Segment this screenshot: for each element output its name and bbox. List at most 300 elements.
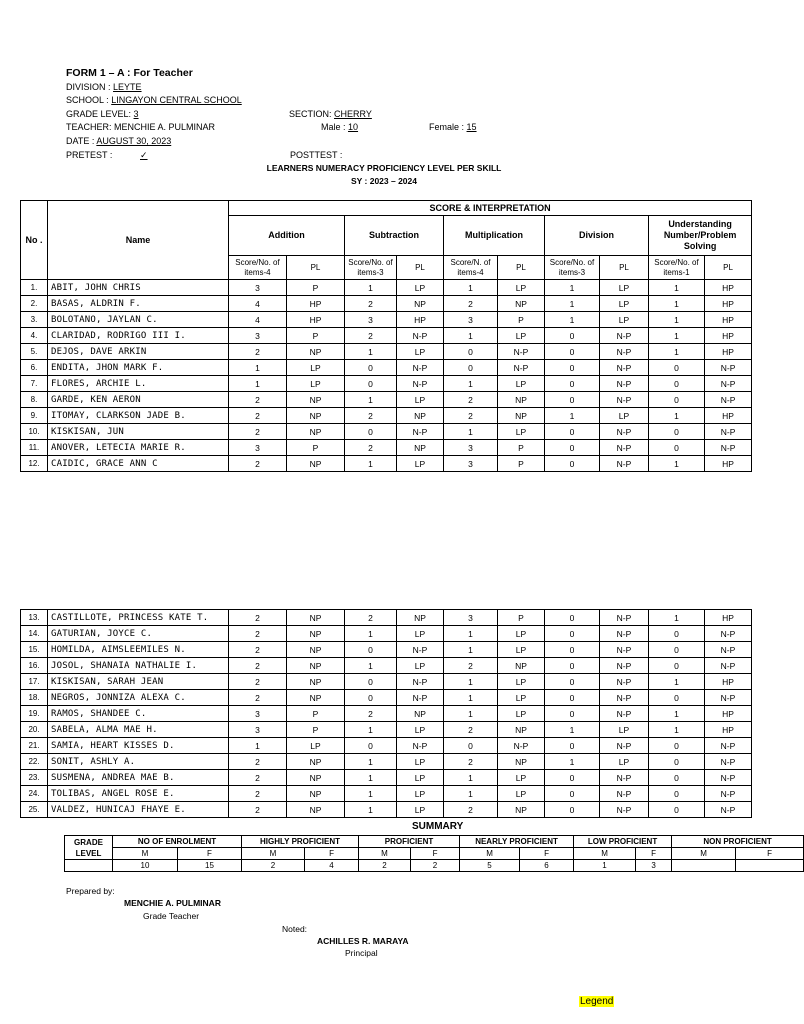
pl-cell: NP bbox=[287, 754, 345, 770]
student-row bbox=[21, 296, 752, 312]
student-row bbox=[21, 658, 752, 674]
f-header: F bbox=[305, 848, 359, 860]
row-number: 18. bbox=[21, 690, 48, 706]
student-name: GARDE, KEN AERON bbox=[48, 392, 229, 408]
female-value: 15 bbox=[466, 122, 477, 132]
score-cell: 0 bbox=[545, 674, 600, 690]
row-number: 20. bbox=[21, 722, 48, 738]
student-row bbox=[21, 626, 752, 642]
summary-value: 15 bbox=[178, 860, 242, 872]
summary-value: 2 bbox=[242, 860, 305, 872]
score-cell: 1 bbox=[345, 280, 397, 296]
pl-cell: N-P bbox=[600, 786, 649, 802]
summary-header-row bbox=[65, 836, 804, 848]
pl-cell: LP bbox=[498, 280, 545, 296]
school-year: SY : 2023 – 2024 bbox=[350, 176, 417, 186]
pl-cell: LP bbox=[287, 360, 345, 376]
score-cell: 0 bbox=[649, 424, 705, 440]
prepared-by-label: Prepared by: bbox=[66, 886, 115, 896]
score-cell: 1 bbox=[345, 802, 397, 818]
pl-cell: HP bbox=[705, 280, 752, 296]
pl-cell: N-P bbox=[600, 706, 649, 722]
pl-cell: HP bbox=[397, 312, 444, 328]
form-title: FORM 1 – A : For Teacher bbox=[66, 67, 193, 79]
pl-cell: NP bbox=[498, 296, 545, 312]
pl-cell: NP bbox=[287, 456, 345, 472]
pl-cell: HP bbox=[705, 706, 752, 722]
score-cell: 2 bbox=[444, 754, 498, 770]
row-number: 8. bbox=[21, 392, 48, 408]
score-cell: 3 bbox=[229, 722, 287, 738]
score-cell: 2 bbox=[229, 626, 287, 642]
pl-cell: N-P bbox=[600, 770, 649, 786]
score-cell: 2 bbox=[229, 690, 287, 706]
score-cell: 0 bbox=[545, 328, 600, 344]
score-cell: 0 bbox=[545, 786, 600, 802]
pl-cell: LP bbox=[397, 456, 444, 472]
nearly-proficient-header: NEARLY PROFICIENT bbox=[460, 836, 574, 848]
score-cell: 2 bbox=[444, 658, 498, 674]
score-cell: 1 bbox=[444, 642, 498, 658]
score-cell: 0 bbox=[345, 424, 397, 440]
score-cell: 1 bbox=[444, 690, 498, 706]
row-number: 7. bbox=[21, 376, 48, 392]
pl-cell: N-P bbox=[397, 424, 444, 440]
pl-cell: HP bbox=[287, 296, 345, 312]
date-line bbox=[66, 135, 171, 148]
score-cell: 0 bbox=[649, 440, 705, 456]
pl-cell: N-P bbox=[397, 738, 444, 754]
low-proficient-header: LOW PROFICIENT bbox=[574, 836, 672, 848]
score-cell: 0 bbox=[545, 344, 600, 360]
score-cell: 0 bbox=[345, 674, 397, 690]
score-cell: 2 bbox=[345, 610, 397, 626]
score-cell: 0 bbox=[649, 754, 705, 770]
score-cell: 1 bbox=[444, 280, 498, 296]
pl-cell: NP bbox=[498, 408, 545, 424]
skill-header-division: Division bbox=[545, 216, 649, 256]
score-cell: 0 bbox=[649, 642, 705, 658]
score-cell: 2 bbox=[345, 706, 397, 722]
score-cell: 0 bbox=[545, 376, 600, 392]
no-header: No . bbox=[21, 201, 48, 280]
pl-cell: P bbox=[498, 440, 545, 456]
pl-cell: N-P bbox=[397, 674, 444, 690]
f-header: F bbox=[520, 848, 574, 860]
pl-cell: N-P bbox=[705, 754, 752, 770]
row-number: 22. bbox=[21, 754, 48, 770]
pl-cell: N-P bbox=[600, 610, 649, 626]
score-cell: 3 bbox=[444, 610, 498, 626]
pl-cell: N-P bbox=[705, 690, 752, 706]
pl-cell: LP bbox=[498, 642, 545, 658]
summary-value: 5 bbox=[460, 860, 520, 872]
preparer-title: Grade Teacher bbox=[143, 911, 200, 921]
pl-cell: HP bbox=[705, 408, 752, 424]
section-label: SECTION: bbox=[289, 109, 332, 119]
score-cell: 2 bbox=[444, 408, 498, 424]
score-cell: 1 bbox=[444, 786, 498, 802]
m-header: M bbox=[672, 848, 736, 860]
pl-cell: N-P bbox=[600, 424, 649, 440]
pl-cell: LP bbox=[397, 770, 444, 786]
male-line bbox=[321, 121, 358, 134]
skill-header-understanding: Understanding Number/Problem Solving bbox=[649, 216, 752, 256]
score-cell: 4 bbox=[229, 296, 287, 312]
student-name: FLORES, ARCHIE L. bbox=[48, 376, 229, 392]
pl-cell: P bbox=[498, 610, 545, 626]
score-cell: 1 bbox=[649, 312, 705, 328]
score-cell: 0 bbox=[345, 376, 397, 392]
score-interpretation-header: SCORE & INTERPRETATION bbox=[229, 201, 752, 216]
score-cell: 0 bbox=[444, 360, 498, 376]
row-number: 5. bbox=[21, 344, 48, 360]
pl-cell: N-P bbox=[600, 674, 649, 690]
pl-cell: NP bbox=[287, 392, 345, 408]
student-row bbox=[21, 376, 752, 392]
skill-header-addition: Addition bbox=[229, 216, 345, 256]
pl-cell: N-P bbox=[397, 360, 444, 376]
pl-cell: NP bbox=[287, 674, 345, 690]
student-row bbox=[21, 456, 752, 472]
pl-cell: N-P bbox=[600, 360, 649, 376]
score-cell: 1 bbox=[444, 706, 498, 722]
score-cell: 1 bbox=[345, 770, 397, 786]
section-value: CHERRY bbox=[334, 109, 372, 119]
pl-cell: LP bbox=[397, 392, 444, 408]
student-name: HOMILDA, AIMSLEEMILES N. bbox=[48, 642, 229, 658]
pl-cell: N-P bbox=[600, 440, 649, 456]
pl-cell: HP bbox=[705, 722, 752, 738]
score-subheader: Score/No. of items-4 bbox=[229, 256, 287, 280]
teacher-line bbox=[66, 121, 215, 134]
noted-label: Noted: bbox=[282, 924, 308, 934]
pl-cell: N-P bbox=[600, 456, 649, 472]
pl-cell: NP bbox=[287, 786, 345, 802]
score-cell: 0 bbox=[545, 440, 600, 456]
student-row bbox=[21, 424, 752, 440]
score-subheader: Score/No. of items-1 bbox=[649, 256, 705, 280]
grade-value: 3 bbox=[133, 109, 139, 119]
pl-cell: NP bbox=[287, 344, 345, 360]
score-cell: 2 bbox=[229, 642, 287, 658]
score-cell: 1 bbox=[444, 376, 498, 392]
pl-cell: NP bbox=[498, 658, 545, 674]
summary-value: 2 bbox=[359, 860, 411, 872]
row-number: 2. bbox=[21, 296, 48, 312]
preparer-name: MENCHIE A. PULMINAR bbox=[124, 898, 221, 908]
row-number: 1. bbox=[21, 280, 48, 296]
pl-cell: LP bbox=[397, 280, 444, 296]
row-number: 13. bbox=[21, 610, 48, 626]
pl-cell: P bbox=[287, 706, 345, 722]
score-cell: 1 bbox=[649, 706, 705, 722]
score-cell: 1 bbox=[545, 296, 600, 312]
score-cell: 3 bbox=[444, 312, 498, 328]
pl-cell: N-P bbox=[705, 392, 752, 408]
pl-cell: NP bbox=[287, 424, 345, 440]
score-cell: 1 bbox=[649, 296, 705, 312]
non-proficient-header: NON PROFICIENT bbox=[672, 836, 804, 848]
pl-cell: LP bbox=[397, 802, 444, 818]
student-row bbox=[21, 408, 752, 424]
pl-cell: NP bbox=[287, 770, 345, 786]
summary-mf-row bbox=[65, 848, 804, 860]
m-header: M bbox=[359, 848, 411, 860]
score-cell: 1 bbox=[545, 754, 600, 770]
pl-cell: LP bbox=[498, 770, 545, 786]
score-cell: 2 bbox=[229, 610, 287, 626]
pretest-label: PRETEST : bbox=[66, 150, 113, 160]
pl-cell: LP bbox=[498, 424, 545, 440]
posttest-label: POSTTEST : bbox=[290, 150, 343, 160]
summary-value: 2 bbox=[411, 860, 460, 872]
report-heading: LEARNERS NUMERACY PROFICIENCY LEVEL PER SKILL bbox=[266, 163, 502, 173]
student-row bbox=[21, 786, 752, 802]
score-cell: 1 bbox=[345, 344, 397, 360]
noter-name: ACHILLES R. MARAYA bbox=[317, 936, 409, 946]
student-name: BASAS, ALDRIN F. bbox=[48, 296, 229, 312]
score-subheader: Score/No. of items-3 bbox=[345, 256, 397, 280]
noter-title: Principal bbox=[345, 948, 378, 958]
pl-cell: LP bbox=[498, 690, 545, 706]
pl-cell: HP bbox=[705, 312, 752, 328]
student-row bbox=[21, 754, 752, 770]
pl-cell: N-P bbox=[600, 690, 649, 706]
score-cell: 0 bbox=[444, 738, 498, 754]
pl-cell: LP bbox=[600, 296, 649, 312]
row-number: 19. bbox=[21, 706, 48, 722]
score-cell: 1 bbox=[229, 376, 287, 392]
score-cell: 2 bbox=[229, 408, 287, 424]
pl-cell: NP bbox=[287, 642, 345, 658]
score-cell: 0 bbox=[545, 626, 600, 642]
score-cell: 3 bbox=[444, 456, 498, 472]
row-number: 25. bbox=[21, 802, 48, 818]
student-row bbox=[21, 642, 752, 658]
score-cell: 2 bbox=[229, 392, 287, 408]
division-line bbox=[66, 81, 142, 94]
score-cell: 0 bbox=[545, 456, 600, 472]
score-cell: 2 bbox=[229, 802, 287, 818]
student-name: BOLOTANO, JAYLAN C. bbox=[48, 312, 229, 328]
student-row bbox=[21, 802, 752, 818]
division-value: LEYTE bbox=[113, 82, 142, 92]
student-name: NEGROS, JONNIZA ALEXA C. bbox=[48, 690, 229, 706]
summary-value bbox=[672, 860, 736, 872]
pl-cell: N-P bbox=[397, 642, 444, 658]
student-name: CAIDIC, GRACE ANN C bbox=[48, 456, 229, 472]
score-cell: 1 bbox=[444, 674, 498, 690]
score-cell: 4 bbox=[229, 312, 287, 328]
f-header: F bbox=[178, 848, 242, 860]
row-number: 3. bbox=[21, 312, 48, 328]
pl-cell: NP bbox=[287, 626, 345, 642]
pl-cell: LP bbox=[498, 376, 545, 392]
male-label: Male : bbox=[321, 122, 346, 132]
student-row bbox=[21, 440, 752, 456]
school-label: SCHOOL : bbox=[66, 95, 109, 105]
pl-cell: LP bbox=[600, 408, 649, 424]
student-row bbox=[21, 674, 752, 690]
pl-subheader: PL bbox=[287, 256, 345, 280]
pl-cell: P bbox=[287, 722, 345, 738]
score-cell: 0 bbox=[649, 802, 705, 818]
student-name: KISKISAN, SARAH JEAN bbox=[48, 674, 229, 690]
legend-label: Legend bbox=[580, 996, 614, 1007]
score-cell: 0 bbox=[649, 786, 705, 802]
pl-cell: N-P bbox=[397, 376, 444, 392]
pl-cell: LP bbox=[600, 754, 649, 770]
score-cell: 0 bbox=[345, 738, 397, 754]
pl-subheader: PL bbox=[705, 256, 752, 280]
proficient-header: PROFICIENT bbox=[359, 836, 460, 848]
row-number: 24. bbox=[21, 786, 48, 802]
summary-value bbox=[736, 860, 804, 872]
score-cell: 1 bbox=[345, 392, 397, 408]
male-value: 10 bbox=[348, 122, 359, 132]
row-number: 10. bbox=[21, 424, 48, 440]
proficiency-table bbox=[20, 200, 752, 472]
f-header: F bbox=[636, 848, 672, 860]
student-name: RAMOS, SHANDEE C. bbox=[48, 706, 229, 722]
skill-header-subtraction: Subtraction bbox=[345, 216, 444, 256]
score-cell: 1 bbox=[649, 456, 705, 472]
student-name: GATURIAN, JOYCE C. bbox=[48, 626, 229, 642]
pl-cell: HP bbox=[705, 610, 752, 626]
female-line bbox=[429, 121, 477, 134]
student-row bbox=[21, 312, 752, 328]
pl-cell: NP bbox=[287, 802, 345, 818]
pl-cell: LP bbox=[600, 312, 649, 328]
pl-cell: HP bbox=[705, 344, 752, 360]
score-cell: 2 bbox=[229, 424, 287, 440]
pl-cell: LP bbox=[397, 344, 444, 360]
enrolment-header: NO OF ENROLMENT bbox=[113, 836, 242, 848]
score-cell: 1 bbox=[345, 786, 397, 802]
row-number: 14. bbox=[21, 626, 48, 642]
score-subheader: Score/N. of items-4 bbox=[444, 256, 498, 280]
pl-cell: N-P bbox=[498, 360, 545, 376]
student-row bbox=[21, 610, 752, 626]
summary-values-row bbox=[65, 860, 804, 872]
pl-cell: LP bbox=[287, 376, 345, 392]
row-number: 23. bbox=[21, 770, 48, 786]
score-cell: 1 bbox=[649, 722, 705, 738]
pl-cell: LP bbox=[600, 722, 649, 738]
score-cell: 0 bbox=[649, 360, 705, 376]
score-cell: 3 bbox=[229, 706, 287, 722]
score-cell: 2 bbox=[229, 786, 287, 802]
date-label: DATE : bbox=[66, 136, 95, 146]
pl-cell: N-P bbox=[705, 658, 752, 674]
pl-cell: HP bbox=[705, 674, 752, 690]
pl-cell: N-P bbox=[705, 802, 752, 818]
pl-cell: HP bbox=[705, 296, 752, 312]
pl-cell: N-P bbox=[705, 626, 752, 642]
row-number: 9. bbox=[21, 408, 48, 424]
score-cell: 2 bbox=[345, 440, 397, 456]
pl-cell: N-P bbox=[600, 802, 649, 818]
score-cell: 0 bbox=[545, 392, 600, 408]
pl-cell: LP bbox=[498, 786, 545, 802]
pl-cell: N-P bbox=[705, 770, 752, 786]
score-cell: 1 bbox=[649, 408, 705, 424]
score-cell: 1 bbox=[545, 280, 600, 296]
pl-cell: NP bbox=[397, 440, 444, 456]
score-cell: 1 bbox=[545, 408, 600, 424]
school-line bbox=[66, 94, 242, 107]
pl-cell: N-P bbox=[600, 738, 649, 754]
score-cell: 0 bbox=[345, 642, 397, 658]
pl-cell: LP bbox=[600, 280, 649, 296]
student-name: ABIT, JOHN CHRIS bbox=[48, 280, 229, 296]
m-header: M bbox=[113, 848, 178, 860]
pl-cell: NP bbox=[498, 392, 545, 408]
pretest-check-icon: ✓ bbox=[140, 150, 148, 160]
student-row bbox=[21, 770, 752, 786]
score-cell: 0 bbox=[649, 376, 705, 392]
score-cell: 0 bbox=[545, 738, 600, 754]
summary-value: 10 bbox=[113, 860, 178, 872]
pl-cell: N-P bbox=[600, 642, 649, 658]
student-row bbox=[21, 690, 752, 706]
score-cell: 2 bbox=[345, 408, 397, 424]
student-name: SUSMENA, ANDREA MAE B. bbox=[48, 770, 229, 786]
student-name: ITOMAY, CLARKSON JADE B. bbox=[48, 408, 229, 424]
score-cell: 1 bbox=[345, 626, 397, 642]
pl-cell: N-P bbox=[600, 344, 649, 360]
pl-cell: HP bbox=[705, 328, 752, 344]
grade-level-header: GRADE LEVEL bbox=[65, 836, 113, 860]
grade-level-cell bbox=[65, 860, 113, 872]
pl-cell: LP bbox=[287, 738, 345, 754]
score-cell: 1 bbox=[444, 770, 498, 786]
pl-cell: P bbox=[287, 440, 345, 456]
f-header: F bbox=[411, 848, 460, 860]
row-number: 12. bbox=[21, 456, 48, 472]
pl-cell: NP bbox=[397, 296, 444, 312]
pl-cell: LP bbox=[397, 754, 444, 770]
score-cell: 2 bbox=[345, 328, 397, 344]
division-label: DIVISION : bbox=[66, 82, 111, 92]
score-cell: 2 bbox=[229, 344, 287, 360]
score-cell: 1 bbox=[649, 280, 705, 296]
score-cell: 2 bbox=[345, 296, 397, 312]
score-cell: 0 bbox=[545, 706, 600, 722]
score-cell: 0 bbox=[345, 690, 397, 706]
score-cell: 3 bbox=[229, 280, 287, 296]
score-cell: 3 bbox=[444, 440, 498, 456]
row-number: 16. bbox=[21, 658, 48, 674]
score-cell: 0 bbox=[545, 690, 600, 706]
score-cell: 1 bbox=[545, 722, 600, 738]
score-cell: 0 bbox=[649, 392, 705, 408]
pl-cell: NP bbox=[397, 610, 444, 626]
pl-cell: NP bbox=[498, 754, 545, 770]
student-row bbox=[21, 360, 752, 376]
student-name: ENDITA, JHON MARK F. bbox=[48, 360, 229, 376]
pl-cell: N-P bbox=[498, 738, 545, 754]
pl-cell: NP bbox=[397, 408, 444, 424]
score-cell: 3 bbox=[229, 328, 287, 344]
summary-table bbox=[64, 835, 804, 872]
header-row-1 bbox=[21, 201, 752, 216]
score-cell: 1 bbox=[345, 722, 397, 738]
pl-cell: LP bbox=[498, 328, 545, 344]
row-number: 6. bbox=[21, 360, 48, 376]
score-cell: 2 bbox=[444, 802, 498, 818]
